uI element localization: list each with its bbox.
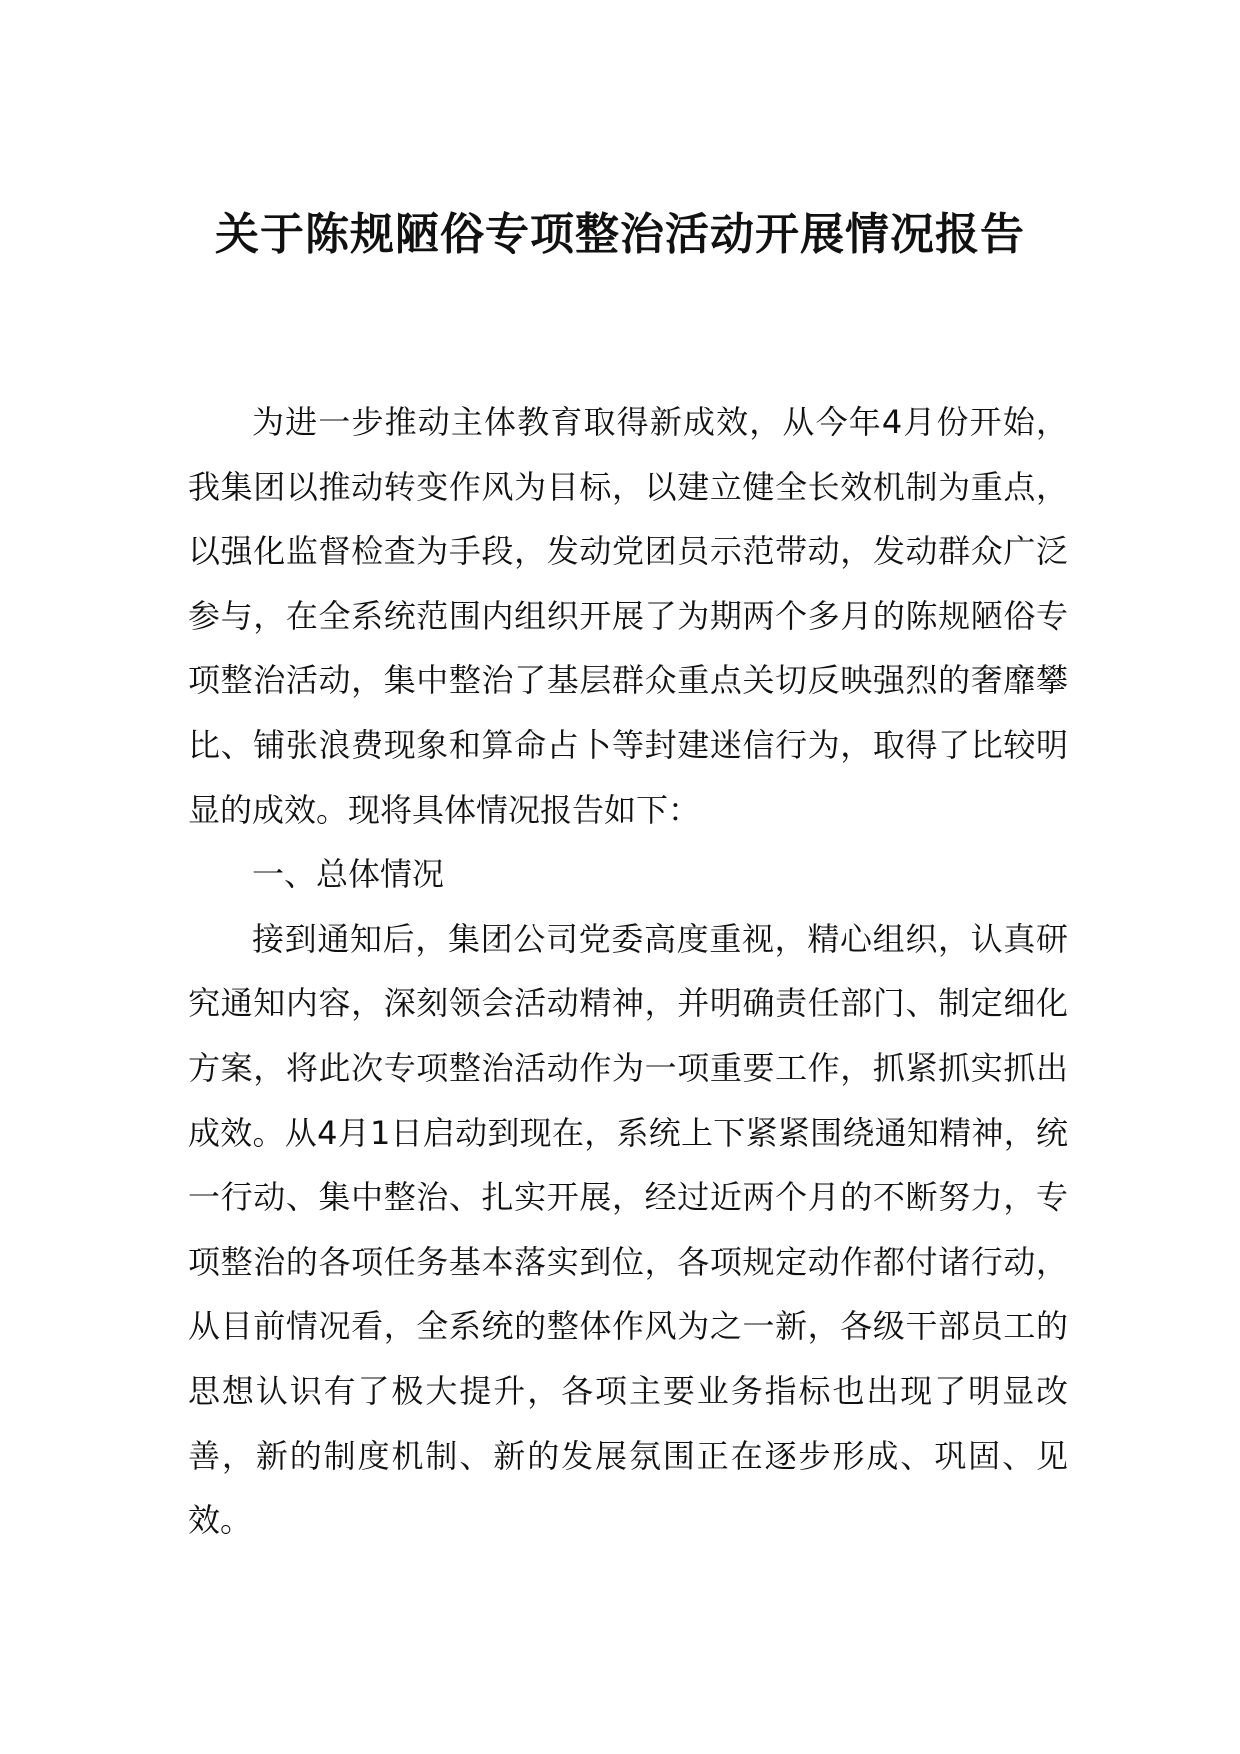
document-title: 关于陈规陋俗专项整治活动开展情况报告 bbox=[215, 209, 1025, 260]
document-body bbox=[188, 390, 1068, 1553]
paragraph-overview: 接到通知后，集团公司党委高度重视，精心组织，认真研究通知内容，深刻领会活动精神，并明确责任部门、制定细化方案，将此次专项整治活动作为一项重要工作，抓紧抓实抓出成效。从4月1日启动到现在，系统上下紧紧围绕通知精神，统一行动、集中整治、扎实开展，经过近两个月的不断努力，专项整治的各项任务基本落实到位，各项规定动作都付诸行动，从目前情况看，全系统的整体作风为之一新，各级干部员工的思想认识有了极大提升，各项主要业务指标也出现了明显改善，新的制度机制、新的发展氛围正在逐步形成、巩固、见效。 bbox=[188, 919, 1068, 1540]
section-heading-overview: 一、总体情况 bbox=[252, 855, 445, 894]
paragraph-intro: 为进一步推动主体教育取得新成效，从今年4月份开始，我集团以推动转变作风为目标，以建立健全长效机制为重点，以强化监督检查为手段，发动党团员示范带动，发动群众广泛参与，在全系统范围内组织开展了为期两个多月的陈规陋俗专项整治活动，集中整治了基层群众重点关切反映强烈的奢靡攀比、铺张浪费现象和算命占卜等封建迷信行为，取得了比较明显的成效。现将具体情况报告如下： bbox=[188, 403, 1068, 829]
